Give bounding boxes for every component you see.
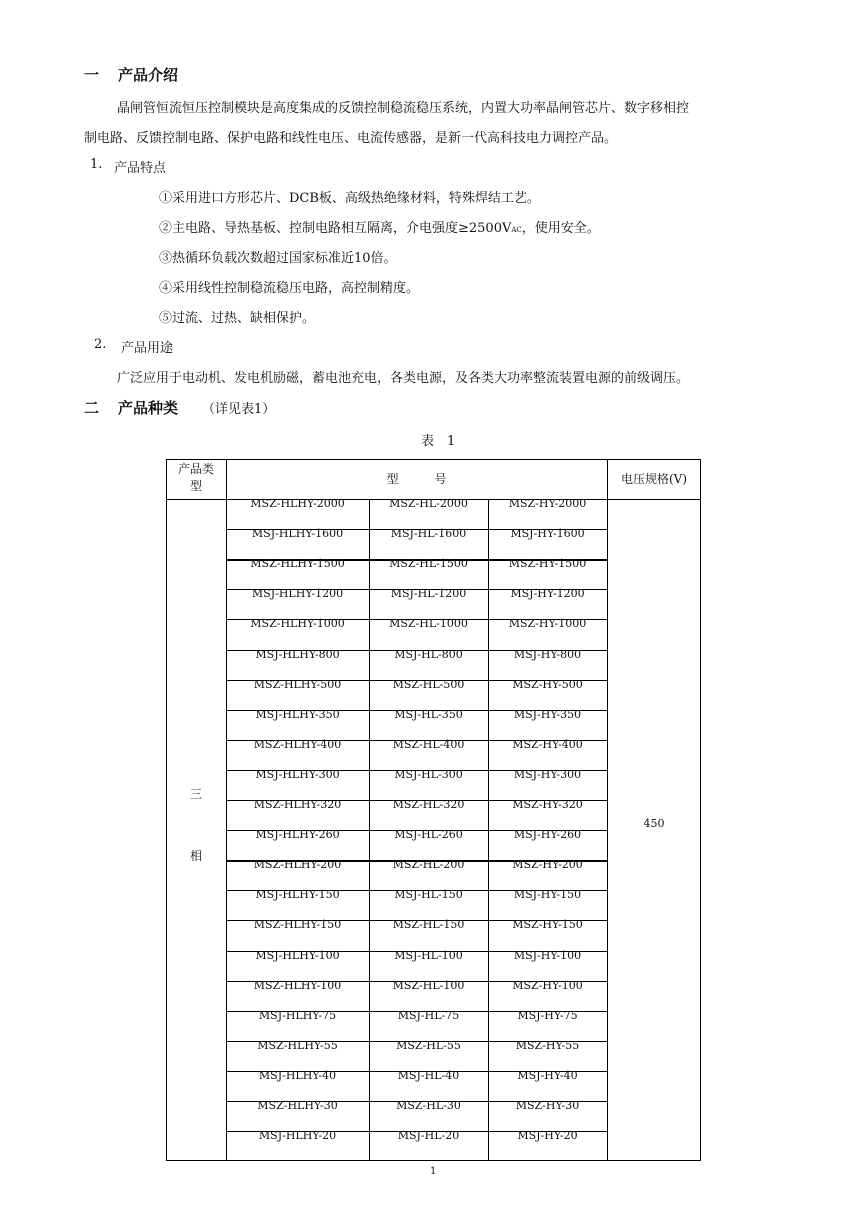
product-table [166,459,701,1161]
model-cell: MSZ-HLHY-55 [257,1039,338,1052]
feature-1: ①采用进口方形芯片、DCB板、高级热绝缘材料，特殊焊结工艺。 [159,191,540,206]
section1-title: 产品介绍 [118,66,179,84]
model-cell: MSZ-HY-100 [512,979,583,992]
model-cell: MSZ-HL-320 [392,798,465,811]
model-cell: MSZ-HLHY-100 [253,979,342,992]
model-cell: MSJ-HY-20 [517,1129,578,1142]
model-cell: MSZ-HLHY-1500 [250,557,345,570]
model-cell: MSJ-HY-260 [513,828,582,841]
intro-line-2: 制电路、反馈控制电路、保护电路和线性电压、电流传感器，是新一代高科技电力调控产品。 [84,131,618,146]
model-cell: MSJ-HY-800 [513,648,582,661]
feature-2-text: ②主电路、导热基板、控制电路相互隔离，介电强度≥2500V [159,221,512,236]
model-cell: MSZ-HL-30 [396,1099,461,1112]
model-cell: MSJ-HY-1600 [510,527,585,540]
page-number: 1 [430,1166,437,1177]
section1-number: 一 [84,66,100,84]
model-cell: MSZ-HL-200 [392,858,465,871]
table-border-bottom [166,1160,701,1161]
header-model: 型 号 [386,472,447,486]
model-cell: MSJ-HL-300 [394,768,463,781]
sub2-number: 2. [94,337,107,352]
model-cell: MSJ-HL-350 [394,708,463,721]
model-cell: MSZ-HLHY-1000 [250,617,345,630]
model-cell: MSZ-HY-150 [512,918,583,931]
model-cell: MSJ-HLHY-100 [255,949,340,962]
model-cell: MSJ-HY-75 [517,1009,578,1022]
usage-text: 广泛应用于电动机、发电机励磁，蓄电池充电，各类电源，及各类大功率整流装置电源的前级调压。 [117,371,690,386]
model-cell: MSJ-HL-150 [394,888,463,901]
model-cell: MSJ-HY-100 [513,949,582,962]
model-cell: MSJ-HLHY-260 [255,828,340,841]
model-cell: MSJ-HY-150 [513,888,582,901]
feature-2 [159,217,600,236]
model-cell: MSZ-HL-1000 [389,617,468,630]
model-cell: MSZ-HL-55 [396,1039,461,1052]
model-cell: MSZ-HLHY-150 [253,918,342,931]
model-cell: MSZ-HY-400 [512,738,583,751]
feature-2-tail: ，使用安全。 [521,221,600,236]
model-cell: MSZ-HL-150 [392,918,465,931]
type-char-san: 三 [189,787,202,801]
model-cell: MSJ-HL-1600 [390,527,467,540]
model-cell: MSJ-HLHY-75 [258,1009,337,1022]
type-char-xiang: 相 [189,849,202,863]
model-cell: MSJ-HLHY-800 [255,648,340,661]
model-cell: MSJ-HLHY-150 [255,888,340,901]
section2-title: 产品种类 [118,399,179,417]
model-cell: MSJ-HY-40 [517,1069,578,1082]
model-cell: MSJ-HLHY-40 [258,1069,337,1082]
model-cell: MSZ-HL-2000 [389,497,468,510]
model-cell: MSJ-HY-300 [513,768,582,781]
model-cell: MSZ-HY-30 [515,1099,580,1112]
feature-5: ⑤过流、过热、缺相保护。 [159,311,316,326]
model-cell: MSJ-HY-350 [513,708,582,721]
model-cell: MSJ-HLHY-1600 [251,527,344,540]
model-cell: MSZ-HLHY-320 [253,798,342,811]
model-cell: MSZ-HLHY-30 [257,1099,338,1112]
model-cell: MSJ-HLHY-20 [258,1129,337,1142]
model-cell: MSZ-HLHY-200 [253,858,342,871]
model-cell: MSZ-HL-1500 [389,557,468,570]
sub2-title: 产品用途 [121,341,174,356]
feature-2-subscript: AC [511,226,522,234]
model-cell: MSJ-HL-800 [394,648,463,661]
model-cell: MSJ-HL-20 [397,1129,460,1142]
model-cell: MSZ-HL-100 [392,979,465,992]
model-cell: MSJ-HLHY-300 [255,768,340,781]
model-cell: MSJ-HL-40 [397,1069,460,1082]
sub1-title: 产品特点 [114,161,167,176]
model-cell: MSJ-HL-75 [397,1009,460,1022]
header-product-type-line2: 型 [189,479,202,493]
sub1-number: 1. [90,157,103,172]
intro-line-1: 晶闸管恒流恒压控制模块是高度集成的反馈控制稳流稳压系统，内置大功率晶闸管芯片、数字移相控 [117,101,690,116]
model-cell: MSZ-HLHY-2000 [250,497,345,510]
model-cell: MSJ-HL-260 [394,828,463,841]
section2-note: （详见表1） [202,402,276,417]
model-cell: MSJ-HLHY-1200 [251,587,344,600]
model-cell: MSJ-HY-1200 [510,587,585,600]
model-cell: MSZ-HY-200 [512,858,583,871]
voltage-value: 450 [643,817,665,830]
header-voltage: 电压规格(V) [620,472,688,486]
model-cell: MSZ-HY-320 [512,798,583,811]
feature-4: ④采用线性控制稳流稳压电路，高控制精度。 [159,281,420,296]
model-cell: MSZ-HY-1000 [508,617,587,630]
model-cell: MSZ-HL-500 [392,678,465,691]
model-cell: MSZ-HLHY-500 [253,678,342,691]
model-cell: MSJ-HLHY-350 [255,708,340,721]
model-cell: MSZ-HY-1500 [508,557,587,570]
model-cell: MSZ-HY-2000 [508,497,587,510]
model-cell: MSZ-HL-400 [392,738,465,751]
feature-3: ③热循环负载次数超过国家标准近10倍。 [159,251,397,266]
section2-number: 二 [84,399,100,417]
header-product-type-line1: 产品类 [177,462,214,476]
model-cell: MSZ-HLHY-400 [253,738,342,751]
model-cell: MSZ-HY-500 [512,678,583,691]
model-cell: MSJ-HL-1200 [390,587,467,600]
table-caption: 表 1 [421,434,456,449]
model-cell: MSJ-HL-100 [394,949,463,962]
model-cell: MSZ-HY-55 [515,1039,580,1052]
header-product-type [166,461,226,495]
